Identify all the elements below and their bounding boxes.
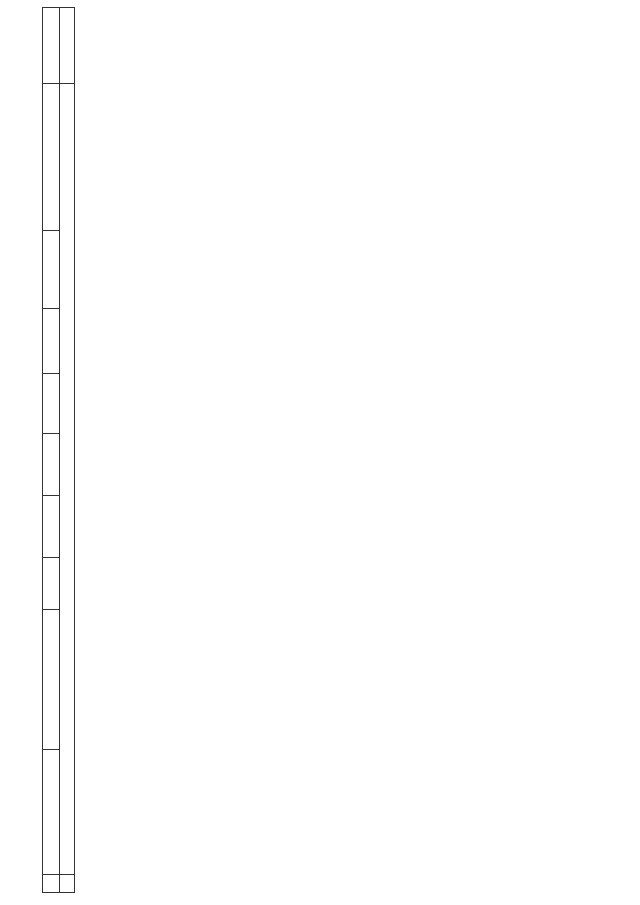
- rotated-table-wrapper: [42, 8, 612, 893]
- col-number: [43, 558, 60, 610]
- program-table: [42, 7, 75, 893]
- col-number: [43, 750, 60, 875]
- col-number: [43, 875, 60, 893]
- task-title: [60, 84, 75, 875]
- col-number: [43, 374, 60, 434]
- col-number: [43, 231, 60, 309]
- col-number: [43, 8, 60, 84]
- col-number: [43, 84, 60, 231]
- col-number: [43, 434, 60, 496]
- col-number: [43, 309, 60, 374]
- col-number: [43, 610, 60, 750]
- empty-cell: [60, 875, 75, 893]
- empty-cell: [60, 8, 75, 84]
- column-number-row: [43, 8, 60, 893]
- task-row: [60, 8, 75, 893]
- col-number: [43, 496, 60, 558]
